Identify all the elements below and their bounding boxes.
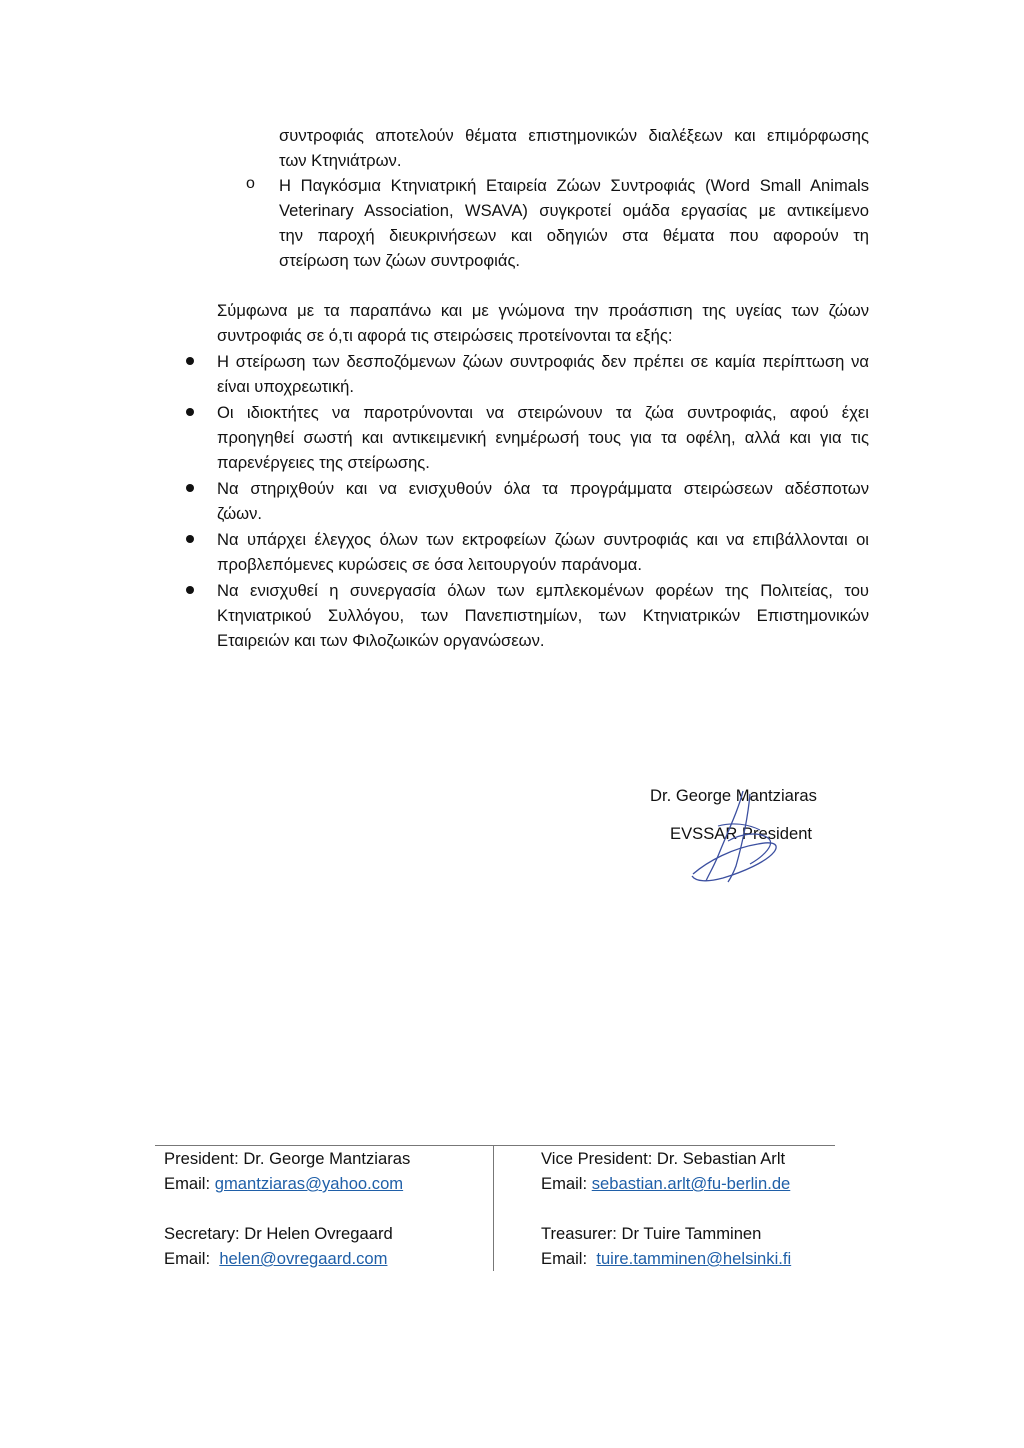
- text-line: παρενέργειες της στείρωσης.: [217, 453, 430, 472]
- treasurer-email-link[interactable]: tuire.tamminen@helsinki.fi: [596, 1249, 792, 1268]
- email-prefix: Email:: [164, 1174, 215, 1193]
- text-line: Να στηριχθούν και να ενισχυθούν όλα τα προγράμματα στειρώσεων αδέσποτων: [217, 479, 869, 498]
- bullet-dot-icon: [186, 586, 194, 594]
- text-line: Εταιρειών και των Φιλοζωικών οργανώσεων.: [217, 631, 545, 650]
- secretary-email-link[interactable]: helen@ovregaard.com: [219, 1249, 388, 1268]
- text-line: Οι ιδιοκτήτες να παροτρύνονται να στειρώνουν τα ζώα συντροφιάς, αφού έχει: [217, 403, 869, 422]
- signature-name: Dr. George Mantziaras: [650, 786, 817, 805]
- text-line: Να ενισχυθεί η συνεργασία όλων των εμπλεκομένων φορέων της Πολιτείας, του: [217, 581, 869, 600]
- treasurer-label: Treasurer: Dr Tuire Tamminen: [541, 1224, 762, 1243]
- text-line: είναι υποχρεωτική.: [217, 377, 354, 396]
- circle-bullet-icon: o: [246, 175, 255, 192]
- bullet-dot-icon: [186, 357, 194, 365]
- bullet-dot-icon: [186, 484, 194, 492]
- footer-column-divider: [493, 1146, 494, 1271]
- intro-paragraph: [217, 298, 869, 348]
- text-line: Σύμφωνα με τα παραπάνω και με γνώμονα την προάσπιση της υγείας των ζώων: [217, 301, 869, 320]
- text-line: Η στείρωση των δεσποζόμενων ζώων συντροφιάς δεν πρέπει σε καμία περίπτωση να: [217, 352, 869, 371]
- email-prefix: Email:: [164, 1249, 220, 1268]
- email-prefix: Email:: [541, 1249, 597, 1268]
- bullet-item: [217, 527, 869, 577]
- secretary-email-row: [164, 1246, 393, 1271]
- vice-president-email-link[interactable]: sebastian.arlt@fu-berlin.de: [591, 1174, 791, 1193]
- president-email-row: [164, 1171, 410, 1196]
- bullet-item: [217, 578, 869, 653]
- text-line: Κτηνιατρικού Συλλόγου, των Πανεπιστημίων, των Κτηνιατρικών Επιστημονικών: [217, 606, 869, 625]
- vice-president-label: Vice President: Dr. Sebastian Arlt: [541, 1149, 786, 1168]
- bullet-dot-icon: [186, 535, 194, 543]
- bullet-item: [217, 400, 869, 475]
- footer-president: [164, 1146, 410, 1196]
- president-email-link[interactable]: gmantziaras@yahoo.com: [214, 1174, 404, 1193]
- text-line: Η Παγκόσμια Κτηνιατρική Εταιρεία Ζώων Συντροφιάς (Word Small Animals: [279, 176, 869, 195]
- footer-treasurer: [541, 1221, 791, 1271]
- signature-title: EVSSAR President: [670, 824, 813, 843]
- bullet-item: [217, 349, 869, 399]
- text-line: των Κτηνιάτρων.: [279, 151, 402, 170]
- text-line: Να υπάρχει έλεγχος όλων των εκτροφείων ζώων συντροφιάς και να επιβάλλονται οι: [217, 530, 869, 549]
- text-line: στείρωση των ζώων συντροφιάς.: [279, 251, 521, 270]
- text-line: συντροφιάς αποτελούν θέματα επιστημονικών διαλέξεων και επιμόρφωσης: [279, 126, 869, 145]
- vice-president-email-row: [541, 1171, 790, 1196]
- text-line: συντροφιάς σε ό,τι αφορά τις στειρώσεις προτείνονται τα εξής:: [217, 326, 673, 345]
- text-line: προηγηθεί σωστή και αντικειμενική ενημέρωσή τους για τα οφέλη, αλλά και για τις: [217, 428, 869, 447]
- bullet-dot-icon: [186, 408, 194, 416]
- treasurer-email-row: [541, 1246, 791, 1271]
- text-line: ζώων.: [217, 504, 263, 523]
- footer-secretary: [164, 1221, 393, 1271]
- email-prefix: Email:: [541, 1174, 592, 1193]
- sub-item-wsava: [279, 173, 869, 273]
- handwritten-signature-icon: [688, 786, 788, 886]
- sub-item-continuation: [279, 123, 869, 173]
- president-label: President: Dr. George Mantziaras: [164, 1149, 411, 1168]
- bullet-item: [217, 476, 869, 526]
- secretary-label: Secretary: Dr Helen Ovregaard: [164, 1224, 393, 1243]
- text-line: την παροχή διευκρινήσεων και οδηγιών στα θέματα που αφορούν τη: [279, 226, 869, 245]
- text-line: προβλεπόμενες κυρώσεις σε όσα λειτουργούν παράνομα.: [217, 555, 642, 574]
- footer-vice-president: [541, 1146, 790, 1196]
- text-line: Veterinary Association, WSAVA) συγκροτεί ομάδα εργασίας με αντικείμενο: [279, 201, 869, 220]
